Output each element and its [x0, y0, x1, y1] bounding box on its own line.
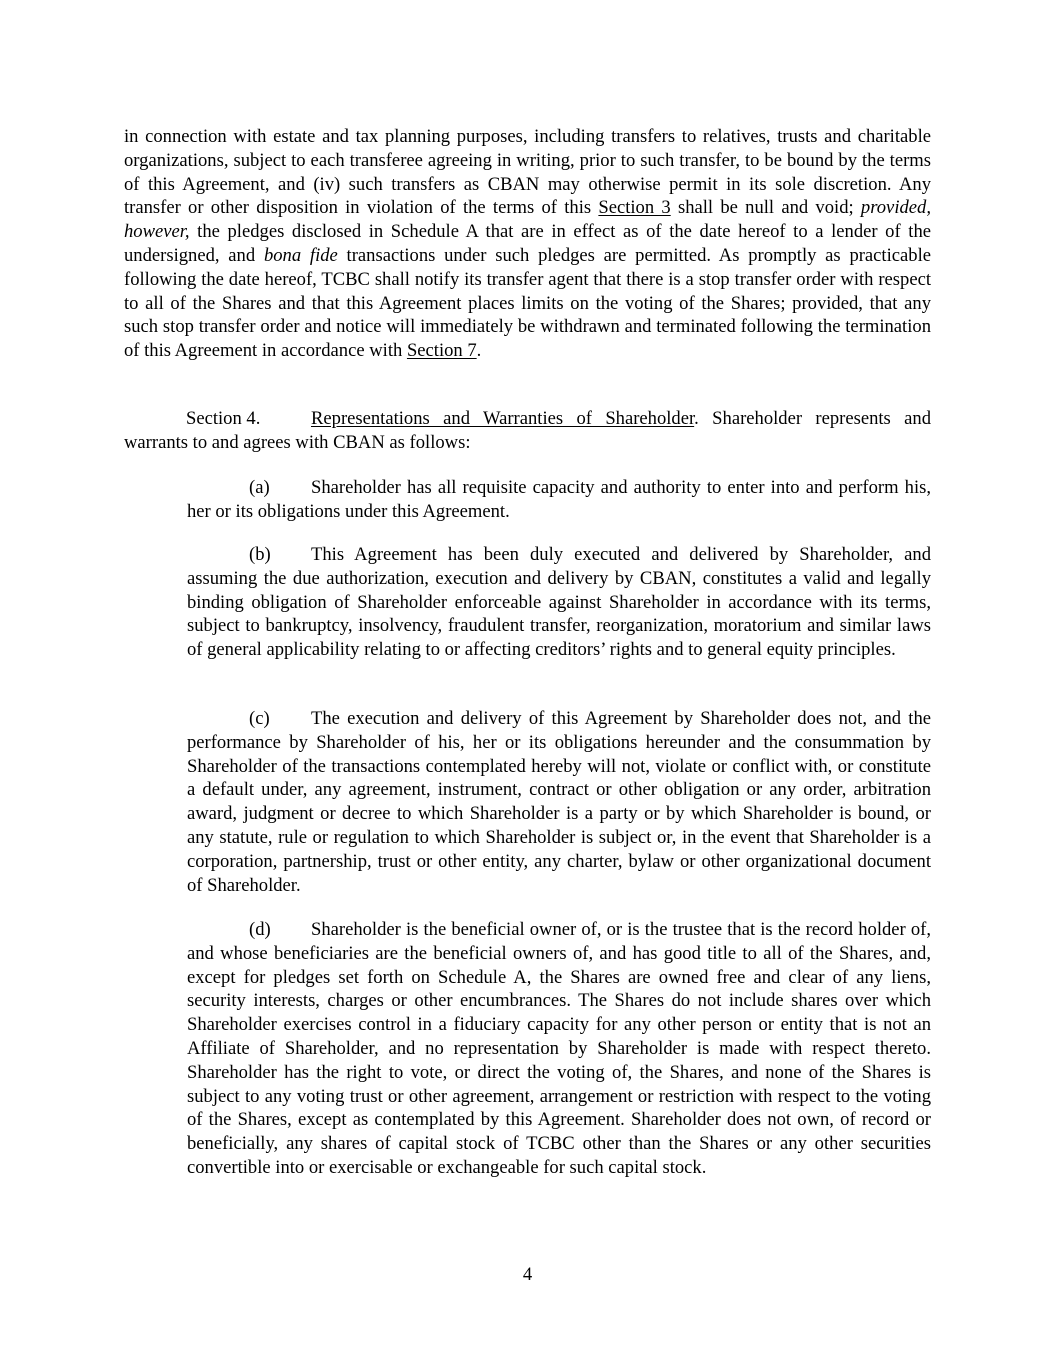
page-number: 4: [522, 1264, 533, 1285]
section-7-reference: Section 7: [406, 340, 477, 362]
item-b-label: (b): [249, 544, 271, 565]
item-b-text: This Agreement has been duly executed and delivered by Shareholder, and assuming the due authorization, execution and delivery by CBAN, constitutes a valid and legally binding obligation of Shareholder enforceable against Shareholder in accordance with its terms, subject to bankruptcy, insolvency, fraudulent transfer, reorganization, moratorium and similar laws of general applicability relating to or affecting creditors’ rights and to general equity principles.: [187, 544, 931, 661]
item-c-label: (c): [249, 708, 270, 729]
item-a-label: (a): [249, 477, 270, 498]
bona-fide-italic: bona fide: [263, 244, 338, 266]
section-4-heading: Representations and Warranties of Shareholder: [311, 408, 695, 429]
section-3-reference: Section 3: [598, 197, 671, 219]
p1-text-d: transactions under such pledges are permitted. As promptly as practicable following the date hereof, TCBC shall notify its transfer agent that there is a stop transfer order with respect to all of the Shares and that this Agreement places limits on the voting of the Shares; provided, that any such stop transfer order and notice will immediately be withdrawn and terminated following the termination of this Agreement in accordance with: [124, 244, 931, 362]
item-a-text: Shareholder has all requisite capacity and authority to enter into and perform his, her or its obligations under this Agreement.: [187, 477, 931, 522]
p1-text-c: the pledges disclosed in Schedule A that are in effect as of the date hereof to a lender of the undersigned, and: [124, 221, 931, 266]
item-a: [187, 476, 931, 524]
p1-text-a: in connection with estate and tax planning purposes, including transfers to relatives, trusts and charitable organizations, subject to each transferee agreeing in writing, prior to such transfer, to be bound by the terms of this Agreement, and (iv) such transfers as CBAN may otherwise permit in its sole discretion. Any transfer or other disposition in violation of the terms of this: [124, 126, 931, 219]
section-4-intro: . Shareholder represents and warrants to and agrees with CBAN as follows:: [124, 408, 931, 453]
item-d-label: (d): [249, 919, 271, 940]
p1-text-b: shall be null and void;: [670, 197, 861, 219]
section-4-number: Section 4.: [186, 408, 261, 429]
paragraph-transfer-restrictions: [124, 125, 931, 363]
provided-however-italic: provided, however,: [124, 197, 931, 243]
item-d-text: Shareholder is the beneficial owner of, or is the trustee that is the record holder of, and whose beneficiaries are the beneficial owners of, and has good title to all of the Shares, and, except for pledges set forth on Schedule A, the Shares are owned free and clear of any liens, security interests, charges or other encumbrances. The Shares do not include shares over which Shareholder exercises control in a fiduciary capacity for any other person or entity that is not an Affiliate of Shareholder, and no representation by Shareholder is made with respect thereto. Shareholder has the right to vote, or direct the voting of, the Shares, and none of the Shares is subject to any voting trust or other agreement, arrangement or restriction with respect to the voting of the Shares, except as contemplated by this Agreement. Shareholder does not own, of record or beneficially, any shares of capital stock of TCBC other than the Shares or any other securities convertible into or exercisable or exchangeable for such capital stock.: [187, 919, 931, 1178]
item-c-text: The execution and delivery of this Agreement by Shareholder does not, and the performance by Shareholder of his, her or its obligations hereunder and the consummation by Shareholder of the transactions contemplated hereby will not, violate or conflict with, or constitute a default under, any agreement, instrument, contract or other obligation or any order, arbitration award, judgment or decree to which Shareholder is a party or by which Shareholder is bound, or any statute, rule or regulation to which Shareholder is subject or, in the event that Shareholder is a corporation, partnership, trust or other entity, any charter, bylaw or other organizational document of Shareholder.: [187, 708, 931, 896]
item-b: [187, 543, 931, 662]
item-d: [187, 918, 931, 1180]
item-c: [187, 707, 931, 897]
p1-text-e: .: [476, 340, 482, 362]
section-4-paragraph: [124, 407, 931, 455]
